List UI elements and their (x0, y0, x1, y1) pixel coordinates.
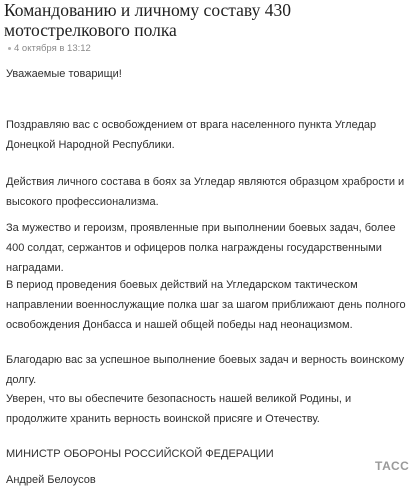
paragraph-actions: Действия личного состава в боях за Угледар являются образцом храбрости и высокого профессионализма. (6, 176, 405, 208)
bullet-dot-icon (8, 47, 11, 50)
paragraph-progress: В период проведения боевых действий на Угледарском тактическом направлении военнослужащие полка шаг за шагом приближают день полного освобождения Донбасса и нашей общей победы над неонацизмом. (6, 279, 406, 331)
signature-title: МИНИСТР ОБОРОНЫ РОССИЙСКОЙ ФЕДЕРАЦИИ (6, 448, 274, 460)
greeting: Уважаемые товарищи! (6, 68, 122, 80)
paragraph-confidence: Уверен, что вы обеспечите безопасность нашей великой Родины, и продолжите хранить верность воинской присяге и Отечеству. (6, 393, 352, 425)
paragraph-congratulation: Поздравляю вас с освобождением от врага населенного пункта Угледар Донецкой Народной Республики. (6, 119, 377, 151)
post-date (8, 43, 91, 54)
article-title: Командованию и личному составу 430 мотострелкового полка (4, 0, 291, 40)
paragraph-awards: За мужество и героизм, проявленные при выполнении боевых задач, более 400 солдат, сержантов и офицеров полка награждены государственными наградами. (6, 222, 396, 274)
post-date-text: 4 октября в 13:12 (14, 43, 91, 54)
tass-watermark-logo: ТАСС (375, 459, 410, 473)
signature-name: Андрей Белоусов (6, 474, 96, 486)
paragraph-gratitude: Благодарю вас за успешное выполнение боевых задач и верность воинскому долгу. (6, 354, 405, 386)
